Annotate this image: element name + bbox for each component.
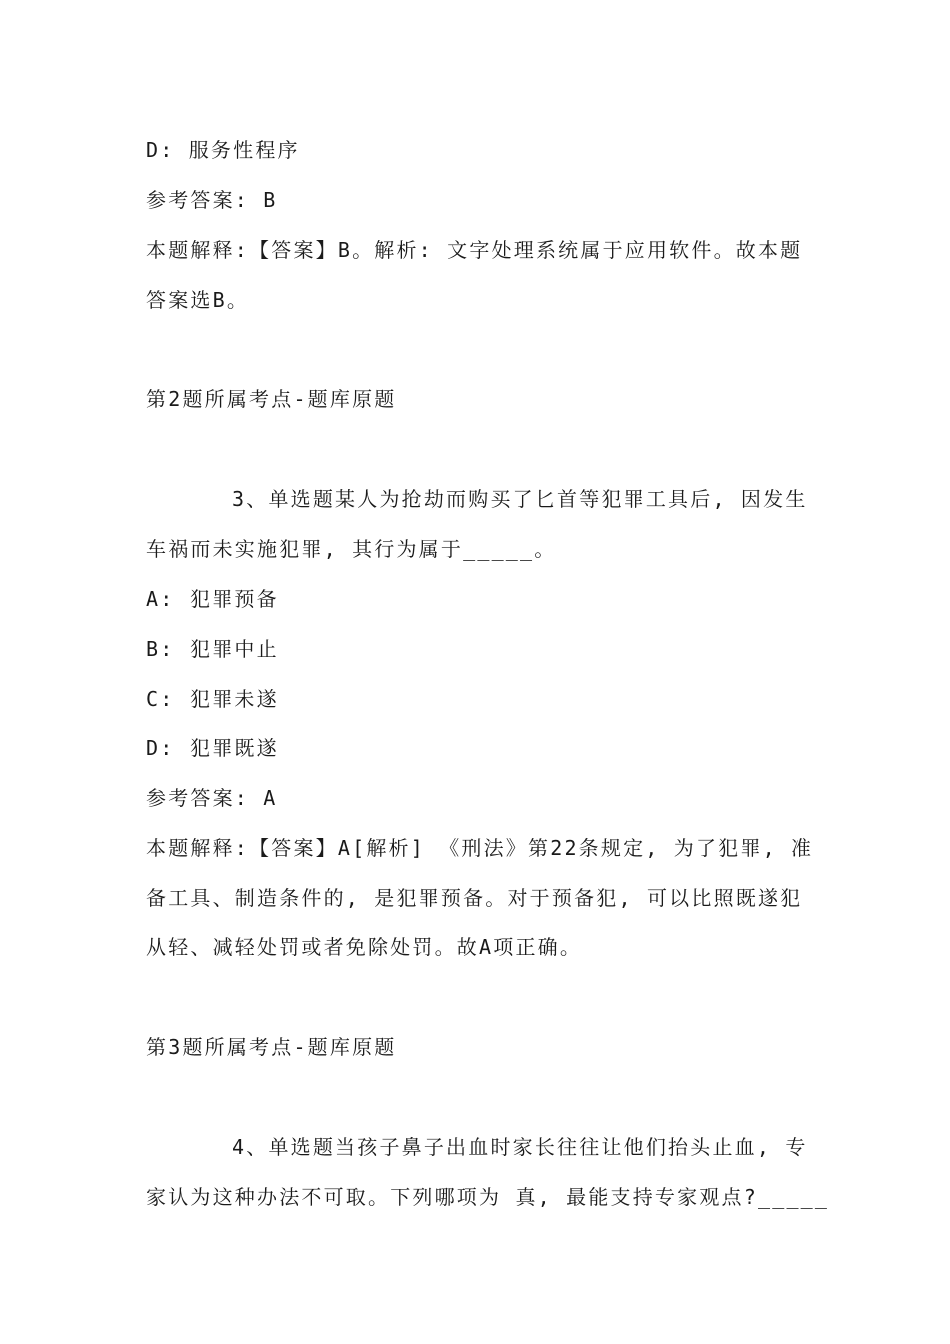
question-stem: 3、单选题某人为抢劫而购买了匕首等犯罪工具后, 因发生 (232, 487, 808, 511)
option-text: 犯罪中止 (190, 637, 279, 661)
explanation-line: 备工具、制造条件的, 是犯罪预备。对于预备犯, 可以比照既遂犯 (146, 886, 803, 910)
option-a (146, 585, 279, 613)
option-text: 犯罪既遂 (190, 736, 279, 760)
reference-answer: 参考答案: B (146, 188, 278, 212)
option-d: D: 服务性程序 (146, 138, 300, 162)
question-stem: 家认为这种办法不可取。下列哪项为 真, 最能支持专家观点?_____ (146, 1185, 830, 1209)
option-b (146, 635, 279, 663)
option-text: 犯罪未遂 (190, 687, 279, 711)
explanation-line: 答案选B。 (146, 288, 250, 312)
topic-label: 第3题所属考点-题库原题 (146, 1035, 397, 1059)
option-c (146, 685, 279, 713)
option-letter: A: (146, 587, 175, 611)
question-stem: 4、单选题当孩子鼻子出血时家长往往让他们抬头止血, 专 (232, 1135, 808, 1159)
reference-answer: 参考答案: A (146, 786, 278, 810)
question-stem: 车祸而未实施犯罪, 其行为属于_____。 (146, 537, 557, 561)
option-letter: C: (146, 687, 175, 711)
topic-label: 第2题所属考点-题库原题 (146, 387, 397, 411)
option-letter: B: (146, 637, 175, 661)
explanation-line: 本题解释:【答案】A[解析] 《刑法》第22条规定, 为了犯罪, 准 (146, 836, 814, 860)
option-text: 犯罪预备 (190, 587, 279, 611)
option-d (146, 734, 279, 762)
explanation-line: 从轻、减轻处罚或者免除处罚。故A项正确。 (146, 935, 583, 959)
explanation-line: 本题解释:【答案】B。解析: 文字处理系统属于应用软件。故本题 (146, 238, 803, 262)
option-letter: D: (146, 736, 175, 760)
